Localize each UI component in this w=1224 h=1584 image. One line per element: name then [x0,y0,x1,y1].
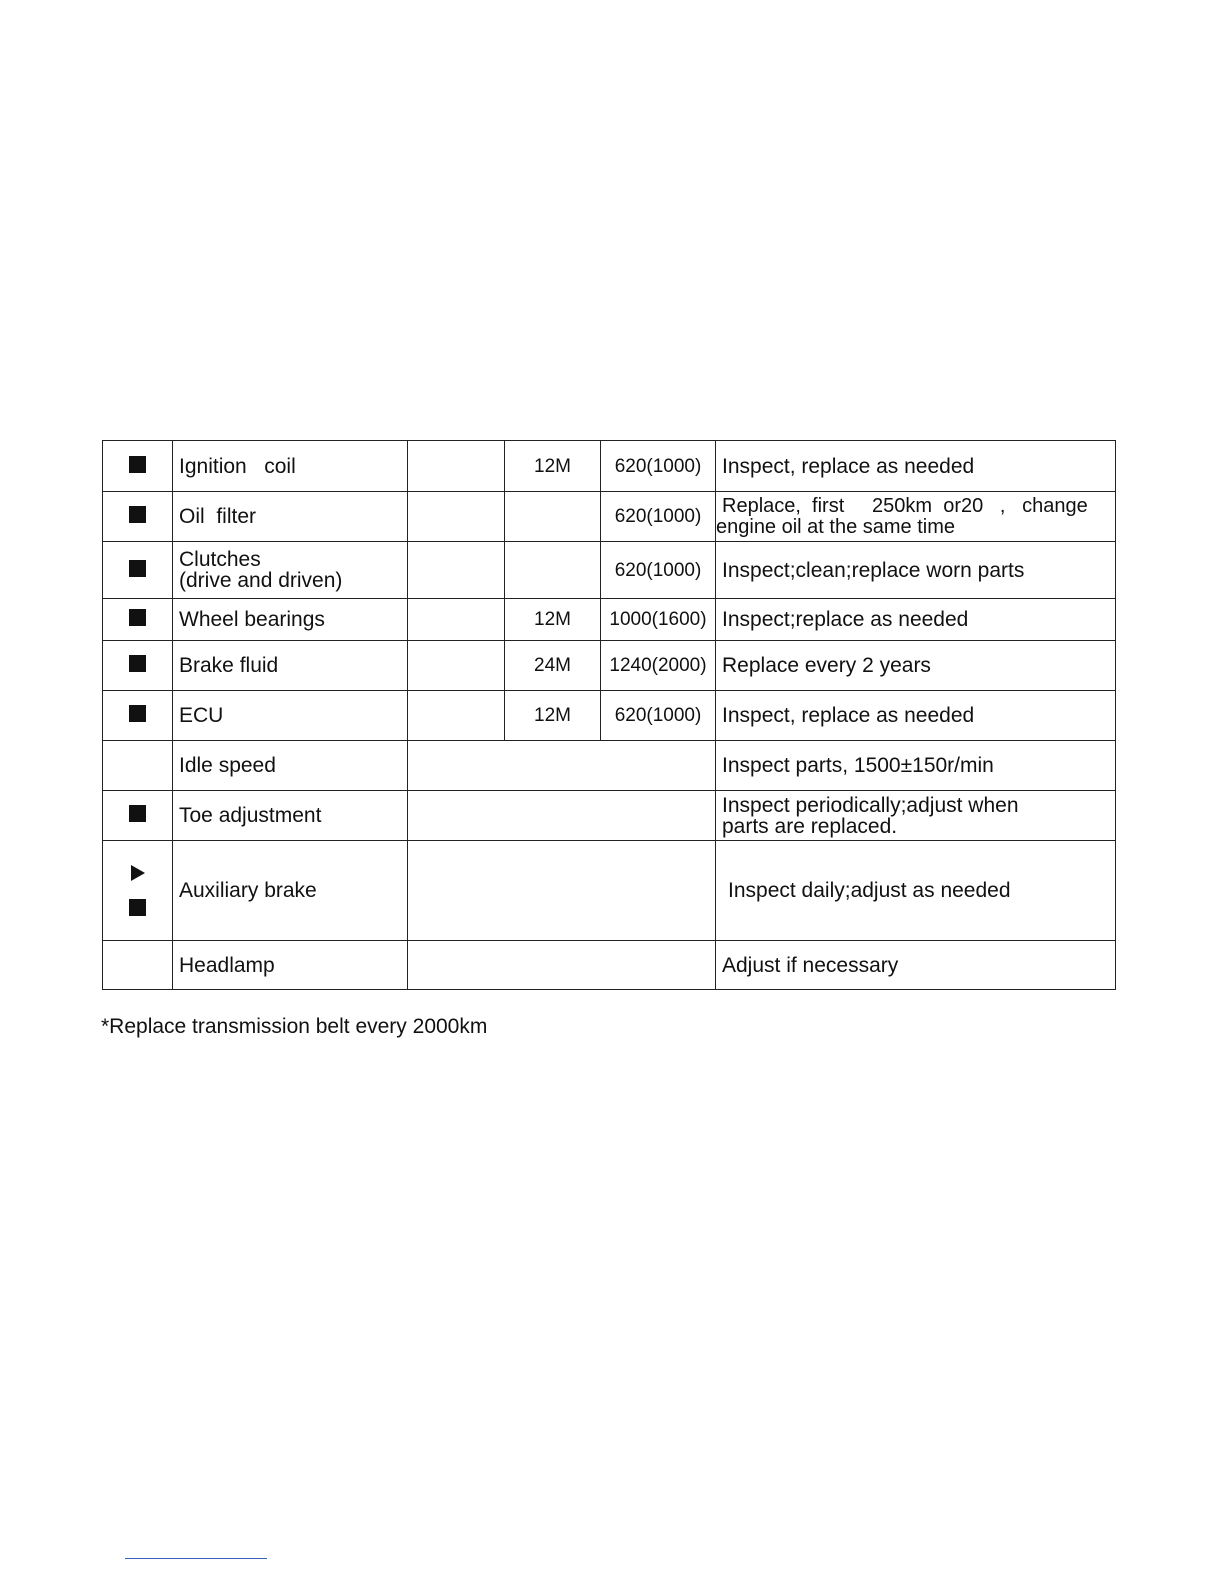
item-cell: Auxiliary brake [173,841,408,941]
blank-cell [408,441,505,492]
interval-cell: 12M [505,599,601,641]
note-line: Replace, first 250km or20 , change [722,494,1088,517]
square-marker-icon [129,560,146,577]
blank-cell [408,841,716,941]
mark-cell [103,542,173,599]
distance-cell: 1000(1600) [601,599,716,641]
square-marker-icon [129,609,146,626]
blank-cell [408,599,505,641]
blank-cell [408,941,716,990]
footnote: *Replace transmission belt every 2000km [101,1015,488,1038]
blank-cell [408,741,716,791]
mark-cell [103,599,173,641]
table-row [103,791,1116,841]
note-line: Inspect periodically;adjust when [722,793,1019,817]
table-row [103,641,1116,691]
note-line: engine oil at the same time [716,515,956,538]
interval-cell: 12M [505,441,601,492]
table-row [103,599,1116,641]
square-marker-icon [129,805,146,822]
square-marker-icon [129,899,146,916]
note-line: parts are replaced. [722,814,898,838]
square-marker-icon [129,506,146,523]
interval-cell: 24M [505,641,601,691]
table-row [103,441,1116,492]
mark-cell [103,691,173,741]
item-cell [173,542,408,599]
triangle-marker-icon [131,865,145,881]
interval-cell [505,542,601,599]
interval-cell: 12M [505,691,601,741]
table-row [103,542,1116,599]
mark-cell [103,492,173,542]
note-cell [716,492,1116,542]
blank-cell [408,641,505,691]
blank-cell [408,691,505,741]
note-cell: Inspect;replace as needed [716,599,1116,641]
mark-cell [103,841,173,941]
distance-cell: 620(1000) [601,441,716,492]
distance-cell: 620(1000) [601,542,716,599]
item-cell: Idle speed [173,741,408,791]
table-row [103,492,1116,542]
mark-cell [103,641,173,691]
distance-cell: 1240(2000) [601,641,716,691]
mark-cell [103,941,173,990]
mark-cell [103,441,173,492]
item-line: Clutches [179,548,261,571]
maintenance-table [102,440,1116,990]
note-cell: Inspect daily;adjust as needed [716,841,1116,941]
table-row [103,741,1116,791]
note-cell: Inspect, replace as needed [716,441,1116,492]
item-line: (drive and driven) [179,569,343,592]
note-cell: Inspect;clean;replace worn parts [716,542,1116,599]
bottom-divider [125,1558,267,1559]
blank-cell [408,791,716,841]
square-marker-icon [129,456,146,473]
note-cell: Inspect, replace as needed [716,691,1116,741]
table-row [103,941,1116,990]
item-cell: Toe adjustment [173,791,408,841]
item-cell: Brake fluid [173,641,408,691]
blank-cell [408,492,505,542]
blank-cell [408,542,505,599]
item-cell: Ignition coil [173,441,408,492]
table-row [103,691,1116,741]
item-cell: ECU [173,691,408,741]
note-cell: Adjust if necessary [716,941,1116,990]
interval-cell [505,492,601,542]
distance-cell: 620(1000) [601,492,716,542]
item-cell: Wheel bearings [173,599,408,641]
note-cell: Replace every 2 years [716,641,1116,691]
mark-cell [103,791,173,841]
distance-cell: 620(1000) [601,691,716,741]
item-cell: Headlamp [173,941,408,990]
note-cell [716,791,1116,841]
item-cell: Oil filter [173,492,408,542]
mark-cell [103,741,173,791]
table-row [103,841,1116,941]
square-marker-icon [129,655,146,672]
note-cell: Inspect parts, 1500±150r/min [716,741,1116,791]
marker-stack [103,865,172,916]
square-marker-icon [129,705,146,722]
